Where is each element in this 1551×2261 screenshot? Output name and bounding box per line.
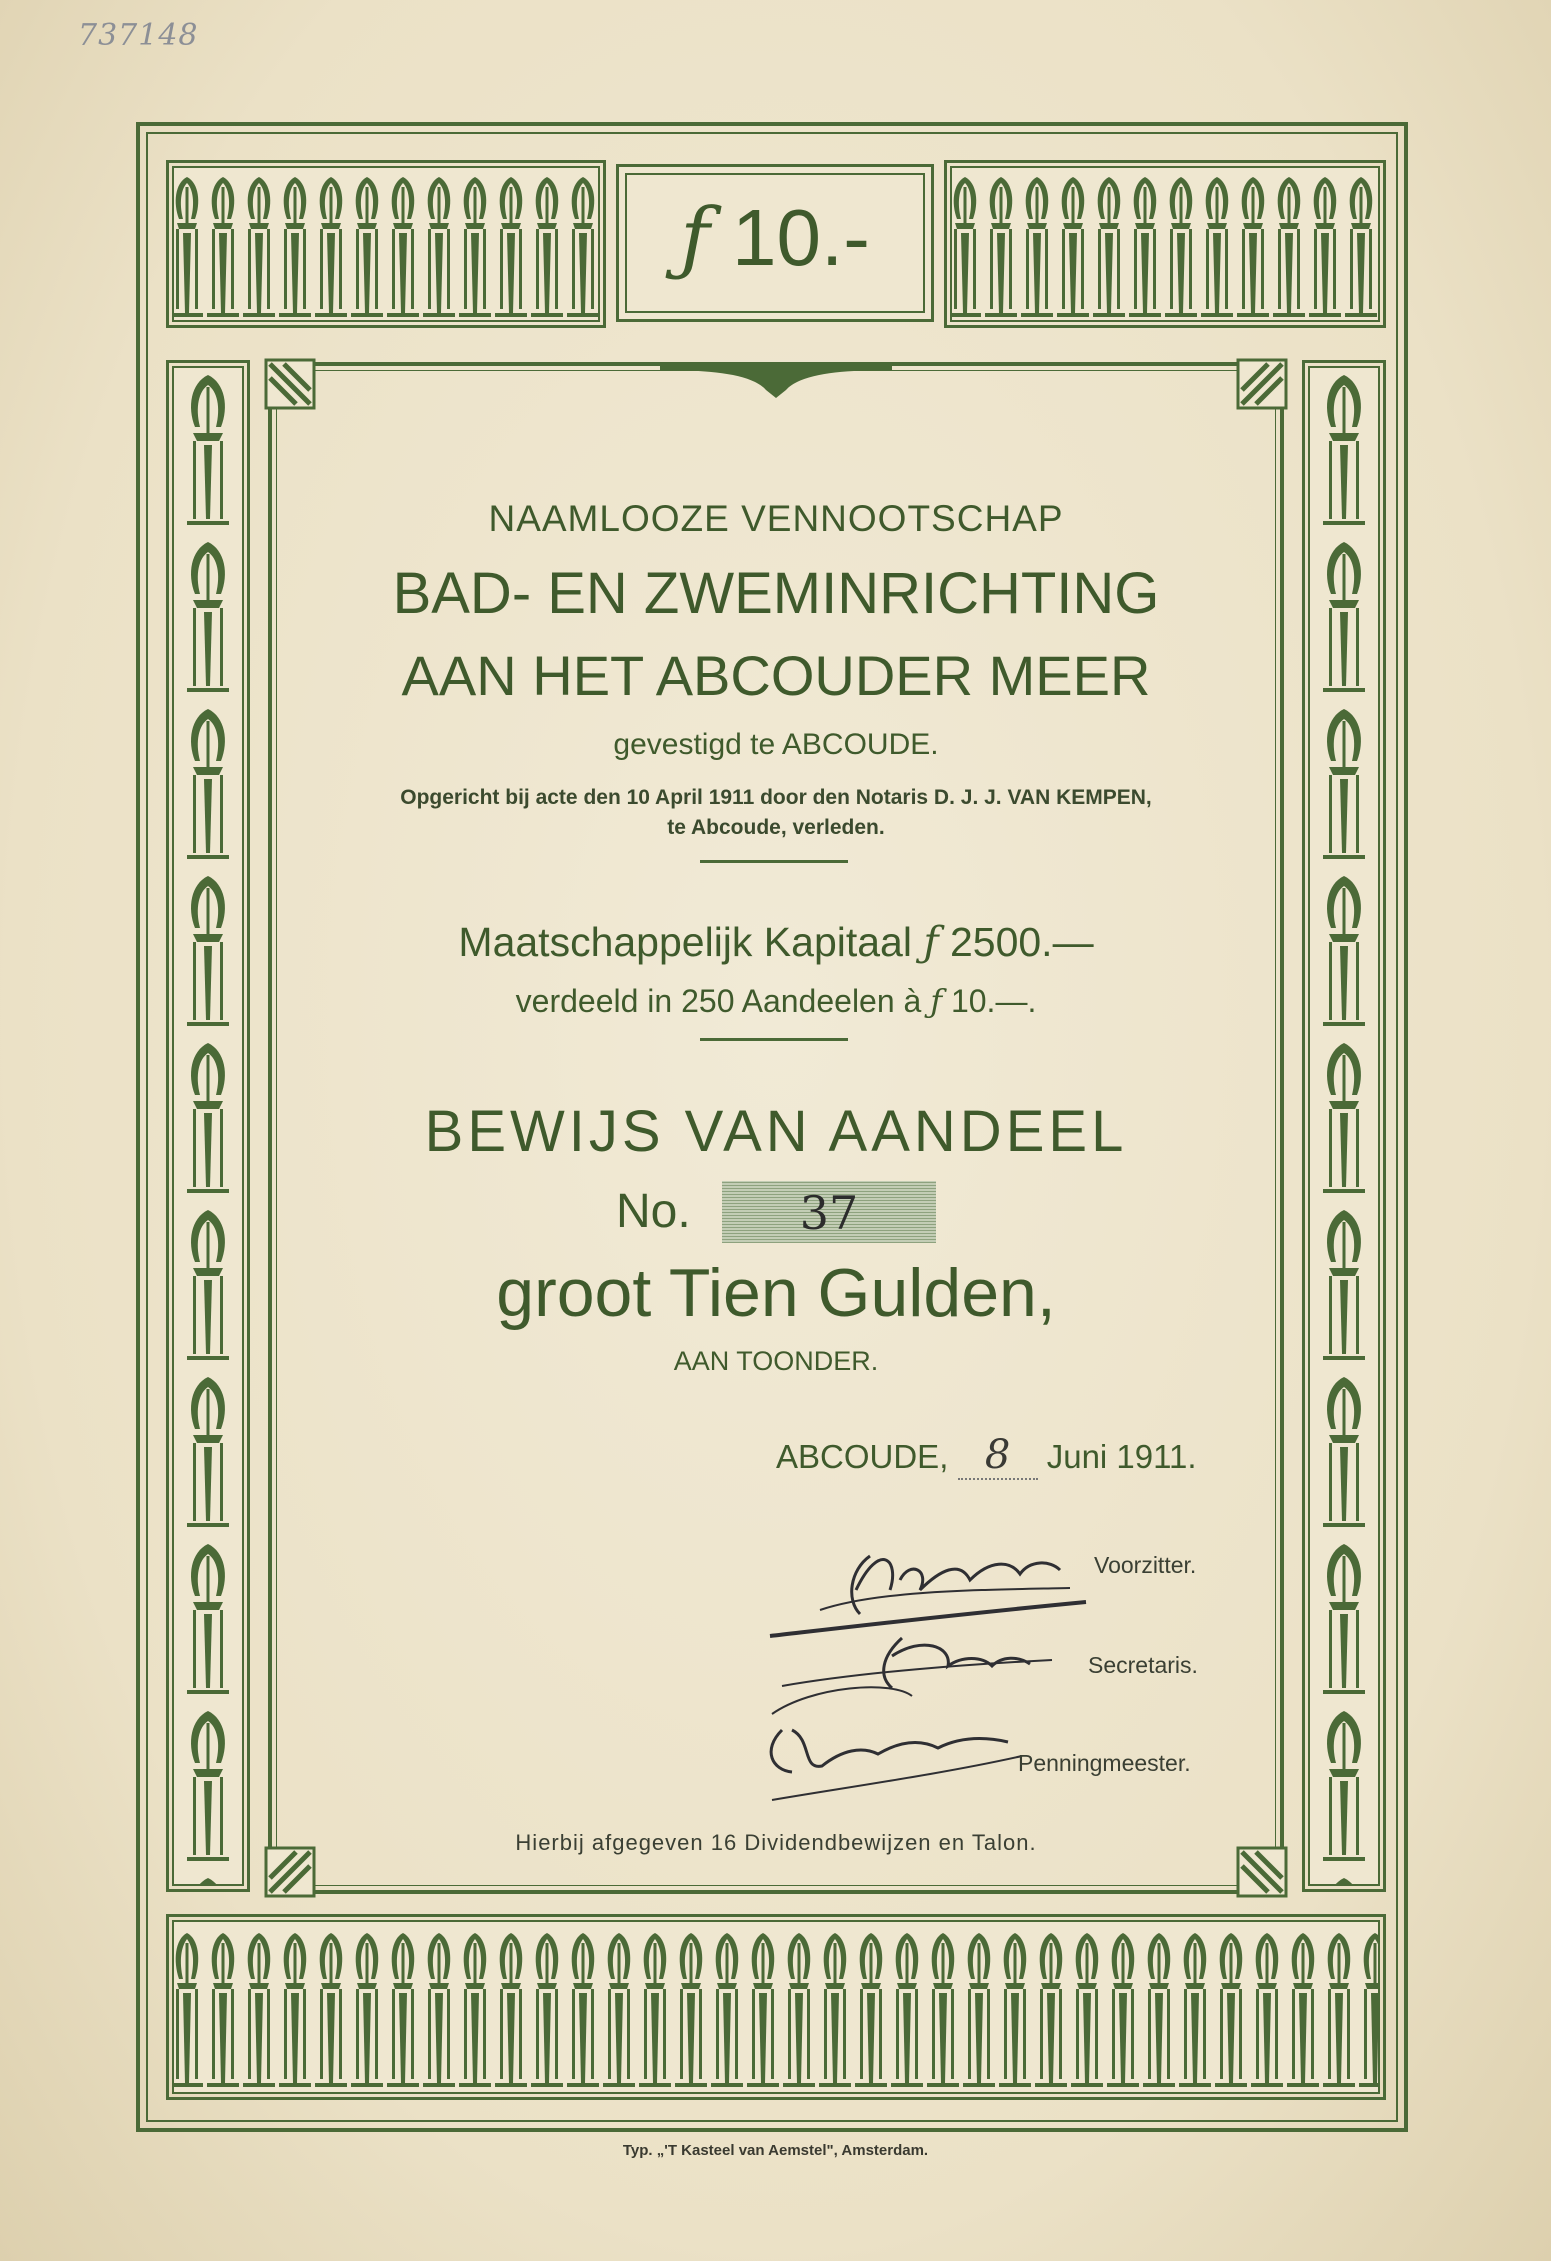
ornament-pattern	[947, 163, 1383, 325]
capital-line2	[268, 982, 1284, 1020]
florin-symbol: ƒ	[680, 191, 710, 284]
signature-treasurer	[752, 1700, 1042, 1810]
share-par-value: 10.—.	[950, 983, 1037, 1019]
divider-rule	[700, 1038, 848, 1041]
florin-symbol: ƒ	[930, 982, 943, 1020]
denomination: groot Tien Gulden,	[496, 1255, 1056, 1331]
shares-split-label: verdeeld in 250 Aandeelen à	[515, 983, 922, 1019]
value-box	[616, 164, 934, 322]
capital-amount: 2500.—	[949, 919, 1094, 965]
coupons-note: Hierbij afgegeven 16 Dividendbewijzen en Talon.	[515, 1830, 1037, 1855]
ornament-pattern	[1305, 363, 1383, 1889]
ornament-band-right	[1302, 360, 1386, 1892]
company-name-line2: AAN HET ABCOUDER MEER	[401, 644, 1151, 707]
top-arch-ornament	[660, 356, 892, 398]
secretary-label: Secretaris.	[1088, 1652, 1198, 1678]
certificate-number: 37	[799, 1186, 859, 1240]
bearer-clause: AAN TOONDER.	[673, 1346, 879, 1376]
company-seat: gevestigd te ABCOUDE.	[613, 728, 939, 761]
printer-imprint: Typ. „'T Kasteel van Aemstel", Amsterdam.	[622, 2142, 929, 2159]
corner-ornament-top-right	[1236, 358, 1288, 410]
divider-rule	[700, 860, 848, 863]
capital-label: Maatschappelijk Kapitaal	[458, 919, 912, 965]
ornament-pattern	[169, 363, 247, 1889]
issue-month-year: Juni 1911.	[1046, 1438, 1197, 1475]
ornament-pattern	[169, 163, 603, 325]
treasurer-label: Penningmeester.	[1018, 1750, 1191, 1776]
founding-line2: te Abcoude, verleden.	[667, 816, 885, 839]
ornament-band-top-left	[166, 160, 606, 328]
ornament-band-left	[166, 360, 250, 1892]
face-value-amount: 10.-	[731, 193, 870, 282]
company-name-line1: BAD- EN ZWEMINRICHTING	[392, 561, 1160, 626]
florin-symbol: ƒ	[923, 918, 939, 966]
issue-day: 8	[958, 1432, 1038, 1480]
issue-place: ABCOUDE,	[776, 1438, 949, 1475]
capital-line1	[268, 918, 1284, 966]
issue-date	[776, 1432, 1197, 1480]
founding-line1: Opgericht bij acte den 10 April 1911 door den Notaris D. J. J. VAN KEMPEN,	[400, 786, 1152, 809]
ornament-band-bottom	[166, 1914, 1386, 2100]
archive-number: 737148	[78, 18, 199, 53]
certificate-title: BEWIJS VAN AANDEEL	[424, 1099, 1128, 1164]
face-value	[619, 191, 931, 284]
ornament-band-top-right	[944, 160, 1386, 328]
legal-form: NAAMLOOZE VENNOOTSCHAP	[488, 498, 1064, 539]
corner-ornament-top-left	[264, 358, 316, 410]
chairman-label: Voorzitter.	[1094, 1552, 1197, 1578]
ornament-pattern	[169, 1917, 1383, 2097]
number-label: No.	[616, 1185, 691, 1238]
